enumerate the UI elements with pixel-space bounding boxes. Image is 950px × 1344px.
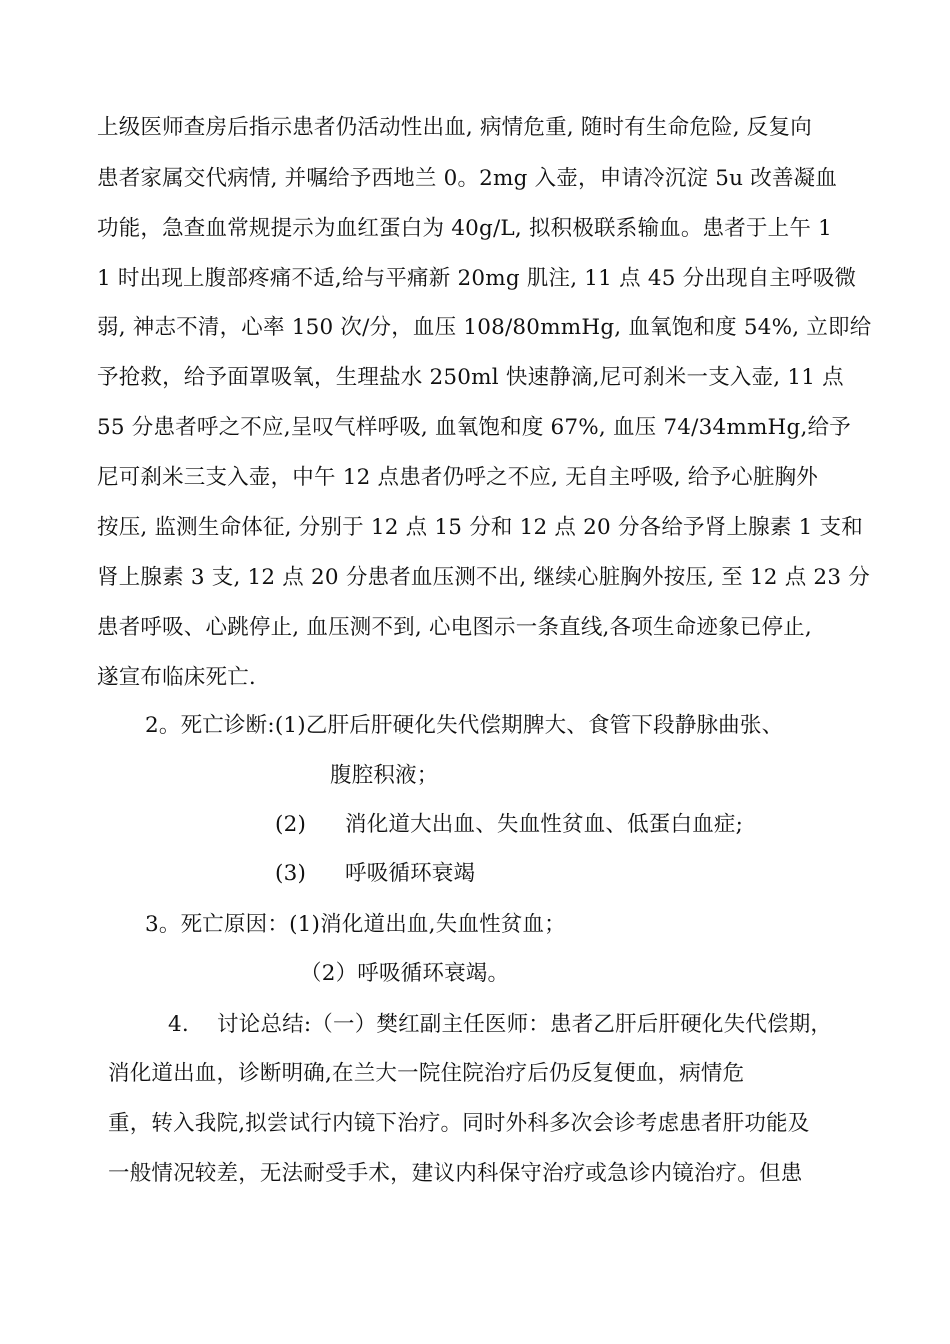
- text-line: 消化道出血，诊断明确,在兰大一院住院治疗后仍反复便血，病情危: [108, 1061, 745, 1086]
- text-line: 患者呼吸、心跳停止, 血压测不到, 心电图示一条直线,各项生命迹象已停止,: [97, 615, 812, 640]
- diagnosis-heading: 2。死亡诊断:(1)乙肝后肝硬化失代偿期脾大、食管下段静脉曲张、: [145, 713, 784, 738]
- text-line: 遂宣布临床死亡.: [97, 665, 256, 690]
- cause-item-2: （2）呼吸循环衰竭。: [300, 961, 510, 986]
- text-line: 弱, 神志不清，心率 150 次/分，血压 108/80mmHg, 血氧饱和度 54%, 立即给: [97, 315, 872, 340]
- text-line: 肾上腺素 3 支, 12 点 20 分患者血压测不出, 继续心脏胸外按压, 至 12 点 23 分: [97, 565, 870, 590]
- discussion-heading: 4. 讨论总结:（一）樊红副主任医师：患者乙肝后肝硬化失代偿期，: [168, 1012, 833, 1037]
- text-line: 55 分患者呼之不应,呈叹气样呼吸, 血氧饱和度 67%, 血压 74/34mmHg,给予: [97, 415, 851, 440]
- cause-heading: 3。死亡原因：(1)消化道出血,失血性贫血；: [145, 912, 566, 937]
- text-line: 一般情况较差，无法耐受手术，建议内科保守治疗或急诊内镜治疗。但患: [108, 1161, 803, 1186]
- text-line: 尼可刹米三支入壶，中午 12 点患者仍呼之不应, 无自主呼吸, 给予心脏胸外: [97, 465, 818, 490]
- diagnosis-item-3-text: 呼吸循环衰竭: [345, 861, 476, 886]
- text-line: 予抢救，给予面罩吸氧，生理盐水 250ml 快速静滴,尼可刹米一支入壶, 11 点: [97, 365, 844, 390]
- text-line: 1 时出现上腹部疼痛不适,给与平痛新 20mg 肌注, 11 点 45 分出现自主呼吸微: [97, 266, 857, 291]
- text-line: 患者家属交代病情, 并嘱给予西地兰 0。2mg 入壶，申请冷沉淀 5u 改善凝血: [97, 166, 838, 191]
- diagnosis-item-2-text: 消化道大出血、失血性贫血、低蛋白血症;: [345, 812, 744, 837]
- text-line: 上级医师查房后指示患者仍活动性出血, 病情危重, 随时有生命危险, 反复向: [97, 115, 812, 140]
- diagnosis-item-3-number: (3): [275, 861, 307, 886]
- diagnosis-item-1-cont: 腹腔积液；: [330, 763, 439, 788]
- text-line: 功能，急查血常规提示为血红蛋白为 40g/L, 拟积极联系输血。患者于上午 1: [97, 216, 832, 241]
- text-line: 重，转入我院,拟尝试行内镜下治疗。同时外科多次会诊考虑患者肝功能及: [108, 1111, 810, 1136]
- diagnosis-item-2-number: (2): [275, 812, 307, 837]
- text-line: 按压, 监测生命体征, 分别于 12 点 15 分和 12 点 20 分各给予肾上腺素 1 支和: [97, 515, 863, 540]
